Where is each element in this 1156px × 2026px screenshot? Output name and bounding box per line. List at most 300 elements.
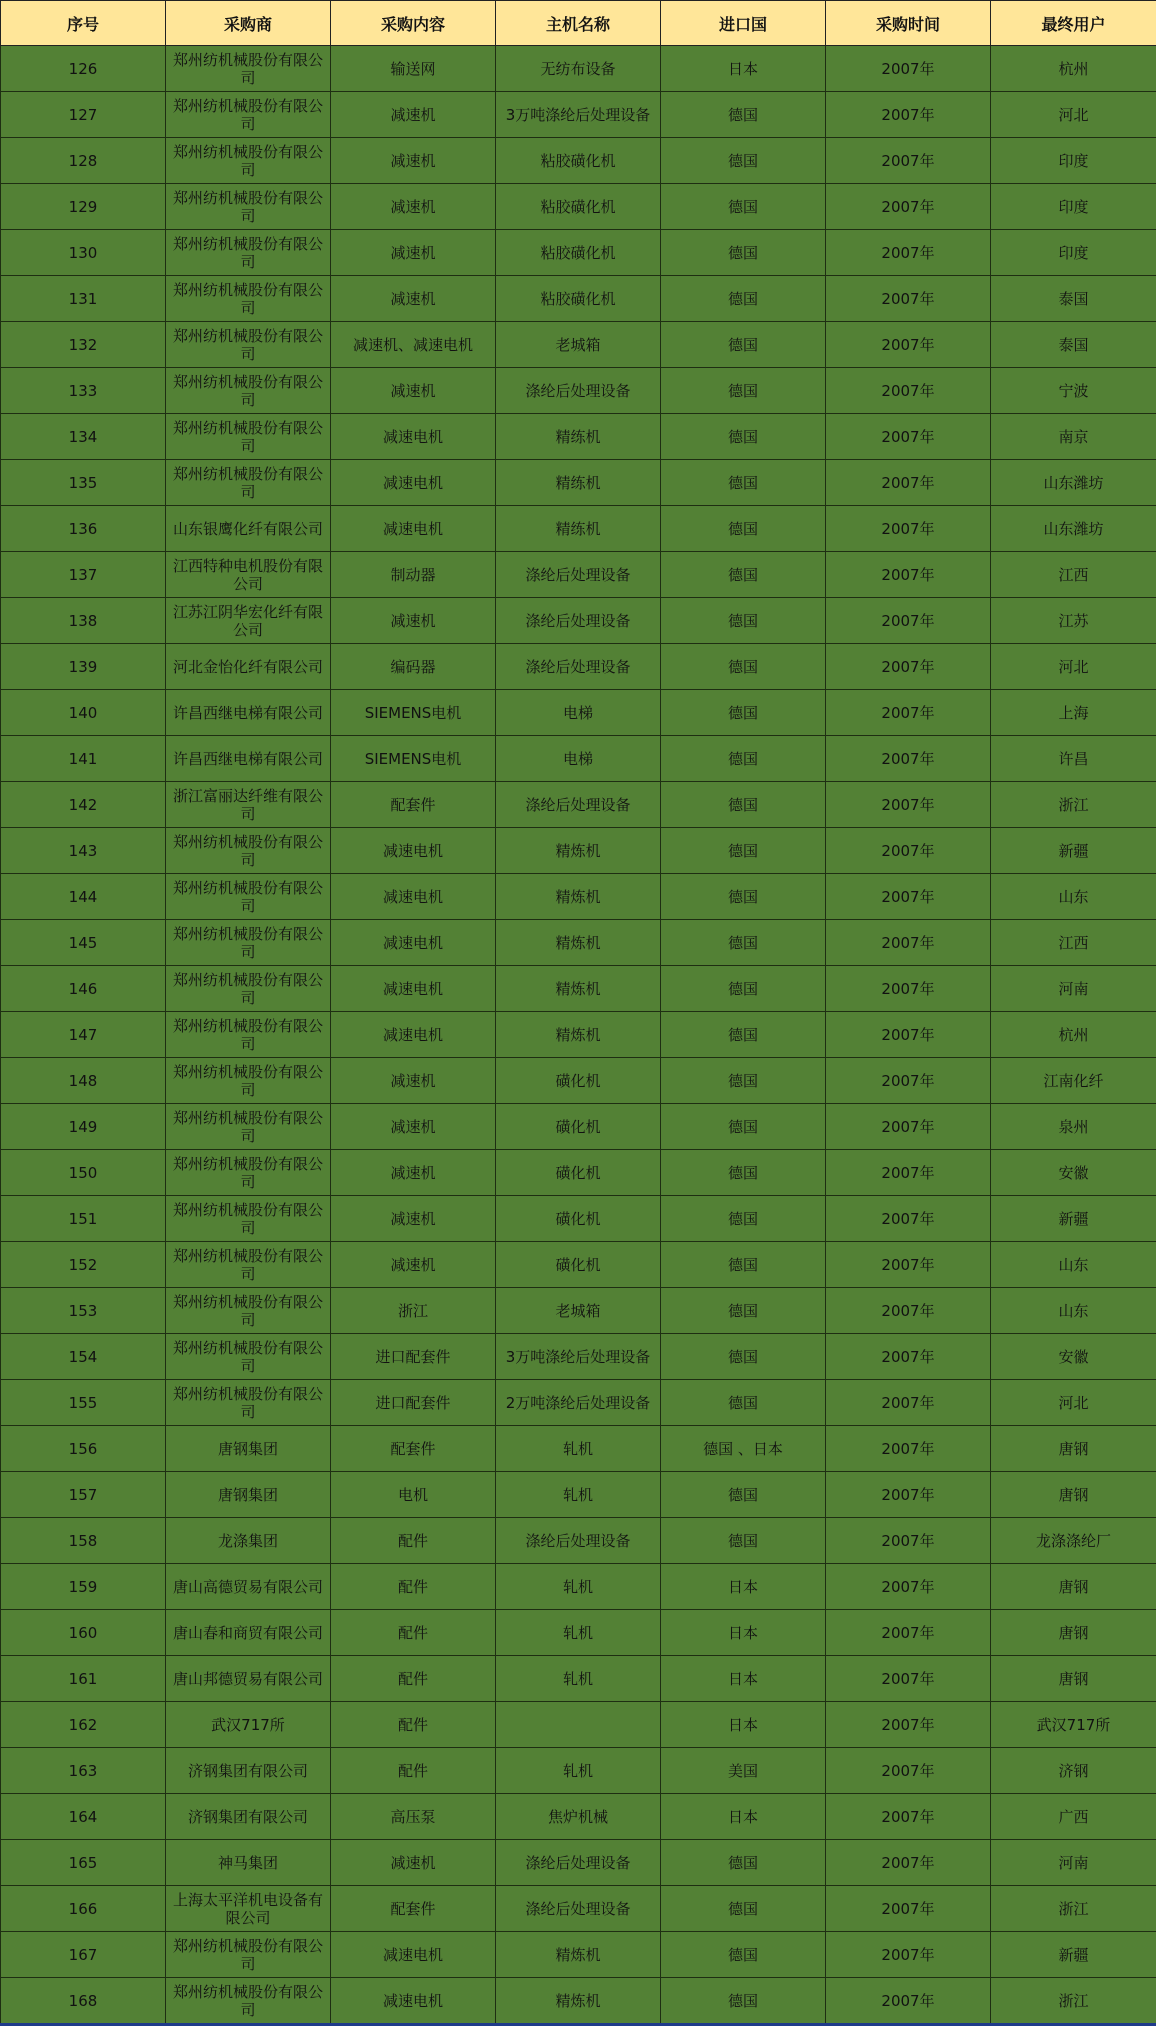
host-machine-cell[interactable]: 电梯 [496,690,661,736]
import-country-cell[interactable]: 德国 [661,1886,826,1932]
host-machine-cell[interactable]: 焦炉机械 [496,1794,661,1840]
column-header-import-country[interactable]: 进口国 [661,1,826,46]
import-country-cell[interactable]: 德国 [661,1380,826,1426]
serial-cell[interactable]: 132 [1,322,166,368]
serial-cell[interactable]: 151 [1,1196,166,1242]
buyer-cell[interactable]: 江西特种电机股份有限公司 [166,552,331,598]
buyer-cell[interactable]: 郑州纺机械股份有限公司 [166,138,331,184]
end-user-cell[interactable]: 泰国 [991,276,1156,322]
buyer-cell[interactable]: 龙涤集团 [166,1518,331,1564]
purchase-time-cell[interactable]: 2007年 [826,1242,991,1288]
column-header-host-machine[interactable]: 主机名称 [496,1,661,46]
column-header-serial[interactable]: 序号 [1,1,166,46]
import-country-cell[interactable]: 德国 [661,1932,826,1978]
end-user-cell[interactable]: 唐钢 [991,1656,1156,1702]
host-machine-cell[interactable]: 老城箱 [496,1288,661,1334]
buyer-cell[interactable]: 郑州纺机械股份有限公司 [166,1242,331,1288]
buyer-cell[interactable]: 郑州纺机械股份有限公司 [166,46,331,92]
purchase-time-cell[interactable]: 2007年 [826,1104,991,1150]
purchase-content-cell[interactable]: 减速机 [331,598,496,644]
purchase-content-cell[interactable]: 配件 [331,1656,496,1702]
purchase-time-cell[interactable]: 2007年 [826,782,991,828]
purchase-time-cell[interactable]: 2007年 [826,1702,991,1748]
import-country-cell[interactable]: 德国 [661,1288,826,1334]
host-machine-cell[interactable]: 3万吨涤纶后处理设备 [496,1334,661,1380]
purchase-time-cell[interactable]: 2007年 [826,1518,991,1564]
import-country-cell[interactable]: 德国 [661,1242,826,1288]
import-country-cell[interactable]: 德国 [661,552,826,598]
import-country-cell[interactable]: 德国 [661,1150,826,1196]
buyer-cell[interactable]: 郑州纺机械股份有限公司 [166,460,331,506]
import-country-cell[interactable]: 日本 [661,46,826,92]
buyer-cell[interactable]: 神马集团 [166,1840,331,1886]
host-machine-cell[interactable]: 磺化机 [496,1058,661,1104]
import-country-cell[interactable]: 德国 [661,690,826,736]
end-user-cell[interactable]: 安徽 [991,1334,1156,1380]
end-user-cell[interactable]: 泉州 [991,1104,1156,1150]
import-country-cell[interactable]: 德国 [661,1978,826,2024]
host-machine-cell[interactable]: 粘胶磺化机 [496,230,661,276]
serial-cell[interactable]: 149 [1,1104,166,1150]
import-country-cell[interactable]: 德国 [661,598,826,644]
purchase-time-cell[interactable]: 2007年 [826,1150,991,1196]
end-user-cell[interactable]: 山东潍坊 [991,460,1156,506]
host-machine-cell[interactable]: 磺化机 [496,1150,661,1196]
host-machine-cell[interactable]: 磺化机 [496,1104,661,1150]
import-country-cell[interactable]: 德国 [661,276,826,322]
purchase-content-cell[interactable]: 减速机 [331,138,496,184]
purchase-content-cell[interactable]: 减速机 [331,1150,496,1196]
purchase-time-cell[interactable]: 2007年 [826,920,991,966]
purchase-time-cell[interactable]: 2007年 [826,1196,991,1242]
import-country-cell[interactable]: 德国 [661,782,826,828]
host-machine-cell[interactable]: 精炼机 [496,1012,661,1058]
import-country-cell[interactable]: 德国 [661,184,826,230]
import-country-cell[interactable]: 德国 [661,92,826,138]
host-machine-cell[interactable]: 涤纶后处理设备 [496,644,661,690]
import-country-cell[interactable]: 德国 [661,138,826,184]
end-user-cell[interactable]: 龙涤涤纶厂 [991,1518,1156,1564]
purchase-time-cell[interactable]: 2007年 [826,460,991,506]
import-country-cell[interactable]: 德国 [661,322,826,368]
end-user-cell[interactable]: 新疆 [991,828,1156,874]
end-user-cell[interactable]: 安徽 [991,1150,1156,1196]
buyer-cell[interactable]: 郑州纺机械股份有限公司 [166,1058,331,1104]
import-country-cell[interactable]: 德国 [661,1012,826,1058]
serial-cell[interactable]: 154 [1,1334,166,1380]
end-user-cell[interactable]: 唐钢 [991,1426,1156,1472]
purchase-content-cell[interactable]: 配件 [331,1748,496,1794]
purchase-content-cell[interactable]: 减速电机 [331,828,496,874]
purchase-content-cell[interactable]: 减速机 [331,1196,496,1242]
import-country-cell[interactable]: 德国 [661,736,826,782]
buyer-cell[interactable]: 郑州纺机械股份有限公司 [166,1150,331,1196]
end-user-cell[interactable]: 浙江 [991,1886,1156,1932]
import-country-cell[interactable]: 德国 [661,414,826,460]
buyer-cell[interactable]: 江苏江阴华宏化纤有限公司 [166,598,331,644]
serial-cell[interactable]: 143 [1,828,166,874]
purchase-time-cell[interactable]: 2007年 [826,322,991,368]
purchase-content-cell[interactable]: 浙江 [331,1288,496,1334]
end-user-cell[interactable]: 江西 [991,920,1156,966]
purchase-content-cell[interactable]: 减速电机 [331,1012,496,1058]
purchase-content-cell[interactable]: 配件 [331,1564,496,1610]
serial-cell[interactable]: 162 [1,1702,166,1748]
import-country-cell[interactable]: 日本 [661,1794,826,1840]
end-user-cell[interactable]: 唐钢 [991,1472,1156,1518]
end-user-cell[interactable]: 河南 [991,1840,1156,1886]
host-machine-cell[interactable]: 精炼机 [496,874,661,920]
purchase-time-cell[interactable]: 2007年 [826,414,991,460]
purchase-content-cell[interactable]: 减速电机 [331,1932,496,1978]
import-country-cell[interactable]: 德国 [661,1104,826,1150]
end-user-cell[interactable]: 许昌 [991,736,1156,782]
buyer-cell[interactable]: 济钢集团有限公司 [166,1748,331,1794]
host-machine-cell[interactable]: 轧机 [496,1656,661,1702]
serial-cell[interactable]: 137 [1,552,166,598]
end-user-cell[interactable]: 上海 [991,690,1156,736]
host-machine-cell[interactable]: 精炼机 [496,1932,661,1978]
end-user-cell[interactable]: 江苏 [991,598,1156,644]
serial-cell[interactable]: 150 [1,1150,166,1196]
serial-cell[interactable]: 136 [1,506,166,552]
buyer-cell[interactable]: 郑州纺机械股份有限公司 [166,1104,331,1150]
end-user-cell[interactable]: 浙江 [991,1978,1156,2024]
purchase-content-cell[interactable]: 制动器 [331,552,496,598]
purchase-time-cell[interactable]: 2007年 [826,828,991,874]
host-machine-cell[interactable]: 精炼机 [496,920,661,966]
purchase-content-cell[interactable]: 减速电机 [331,920,496,966]
host-machine-cell[interactable]: 轧机 [496,1610,661,1656]
buyer-cell[interactable]: 郑州纺机械股份有限公司 [166,230,331,276]
end-user-cell[interactable]: 山东 [991,1288,1156,1334]
purchase-content-cell[interactable]: 高压泵 [331,1794,496,1840]
purchase-content-cell[interactable]: 配件 [331,1518,496,1564]
purchase-content-cell[interactable]: 减速电机 [331,966,496,1012]
host-machine-cell[interactable]: 磺化机 [496,1242,661,1288]
serial-cell[interactable]: 142 [1,782,166,828]
buyer-cell[interactable]: 郑州纺机械股份有限公司 [166,1978,331,2024]
end-user-cell[interactable]: 济钢 [991,1748,1156,1794]
purchase-time-cell[interactable]: 2007年 [826,598,991,644]
host-machine-cell[interactable]: 2万吨涤纶后处理设备 [496,1380,661,1426]
serial-cell[interactable]: 129 [1,184,166,230]
serial-cell[interactable]: 131 [1,276,166,322]
purchase-content-cell[interactable]: 减速机、减速电机 [331,322,496,368]
host-machine-cell[interactable]: 无纺布设备 [496,46,661,92]
purchase-content-cell[interactable]: 减速机 [331,92,496,138]
end-user-cell[interactable]: 宁波 [991,368,1156,414]
import-country-cell[interactable]: 德国 [661,368,826,414]
purchase-time-cell[interactable]: 2007年 [826,690,991,736]
buyer-cell[interactable]: 唐钢集团 [166,1472,331,1518]
buyer-cell[interactable]: 济钢集团有限公司 [166,1794,331,1840]
purchase-content-cell[interactable]: 进口配套件 [331,1334,496,1380]
import-country-cell[interactable]: 德国 [661,1472,826,1518]
serial-cell[interactable]: 138 [1,598,166,644]
host-machine-cell[interactable]: 粘胶磺化机 [496,276,661,322]
buyer-cell[interactable]: 唐山春和商贸有限公司 [166,1610,331,1656]
import-country-cell[interactable]: 德国 [661,828,826,874]
purchase-content-cell[interactable]: SIEMENS电机 [331,690,496,736]
buyer-cell[interactable]: 河北金怡化纤有限公司 [166,644,331,690]
end-user-cell[interactable]: 广西 [991,1794,1156,1840]
serial-cell[interactable]: 164 [1,1794,166,1840]
import-country-cell[interactable]: 德国 [661,230,826,276]
import-country-cell[interactable]: 德国 [661,1334,826,1380]
host-machine-cell[interactable]: 涤纶后处理设备 [496,368,661,414]
purchase-content-cell[interactable]: 电机 [331,1472,496,1518]
purchase-time-cell[interactable]: 2007年 [826,1840,991,1886]
end-user-cell[interactable]: 唐钢 [991,1564,1156,1610]
purchase-content-cell[interactable]: 减速电机 [331,874,496,920]
purchase-content-cell[interactable]: 减速机 [331,276,496,322]
purchase-content-cell[interactable]: 进口配套件 [331,1380,496,1426]
serial-cell[interactable]: 144 [1,874,166,920]
buyer-cell[interactable]: 郑州纺机械股份有限公司 [166,414,331,460]
serial-cell[interactable]: 152 [1,1242,166,1288]
host-machine-cell[interactable] [496,1702,661,1748]
import-country-cell[interactable]: 美国 [661,1748,826,1794]
buyer-cell[interactable]: 郑州纺机械股份有限公司 [166,920,331,966]
host-machine-cell[interactable]: 涤纶后处理设备 [496,552,661,598]
buyer-cell[interactable]: 许昌西继电梯有限公司 [166,690,331,736]
host-machine-cell[interactable]: 轧机 [496,1564,661,1610]
host-machine-cell[interactable]: 涤纶后处理设备 [496,1886,661,1932]
purchase-content-cell[interactable]: 减速机 [331,230,496,276]
serial-cell[interactable]: 159 [1,1564,166,1610]
purchase-time-cell[interactable]: 2007年 [826,1426,991,1472]
end-user-cell[interactable]: 武汉717所 [991,1702,1156,1748]
serial-cell[interactable]: 161 [1,1656,166,1702]
import-country-cell[interactable]: 德国 [661,506,826,552]
end-user-cell[interactable]: 印度 [991,230,1156,276]
host-machine-cell[interactable]: 涤纶后处理设备 [496,598,661,644]
serial-cell[interactable]: 156 [1,1426,166,1472]
end-user-cell[interactable]: 山东 [991,874,1156,920]
purchase-time-cell[interactable]: 2007年 [826,1794,991,1840]
end-user-cell[interactable]: 河北 [991,1380,1156,1426]
import-country-cell[interactable]: 德国 [661,966,826,1012]
import-country-cell[interactable]: 日本 [661,1656,826,1702]
purchase-content-cell[interactable]: 减速电机 [331,414,496,460]
buyer-cell[interactable]: 郑州纺机械股份有限公司 [166,828,331,874]
purchase-time-cell[interactable]: 2007年 [826,46,991,92]
serial-cell[interactable]: 134 [1,414,166,460]
purchase-time-cell[interactable]: 2007年 [826,1748,991,1794]
purchase-time-cell[interactable]: 2007年 [826,138,991,184]
host-machine-cell[interactable]: 轧机 [496,1426,661,1472]
purchase-time-cell[interactable]: 2007年 [826,230,991,276]
serial-cell[interactable]: 140 [1,690,166,736]
serial-cell[interactable]: 157 [1,1472,166,1518]
serial-cell[interactable]: 141 [1,736,166,782]
buyer-cell[interactable]: 郑州纺机械股份有限公司 [166,92,331,138]
host-machine-cell[interactable]: 涤纶后处理设备 [496,782,661,828]
buyer-cell[interactable]: 武汉717所 [166,1702,331,1748]
buyer-cell[interactable]: 郑州纺机械股份有限公司 [166,184,331,230]
buyer-cell[interactable]: 唐钢集团 [166,1426,331,1472]
purchase-content-cell[interactable]: 配套件 [331,1426,496,1472]
import-country-cell[interactable]: 德国 [661,920,826,966]
purchase-content-cell[interactable]: 配件 [331,1610,496,1656]
purchase-content-cell[interactable]: SIEMENS电机 [331,736,496,782]
host-machine-cell[interactable]: 电梯 [496,736,661,782]
purchase-content-cell[interactable]: 编码器 [331,644,496,690]
import-country-cell[interactable]: 德国 [661,460,826,506]
purchase-content-cell[interactable]: 减速电机 [331,1978,496,2024]
purchase-time-cell[interactable]: 2007年 [826,1058,991,1104]
purchase-content-cell[interactable]: 减速机 [331,1104,496,1150]
purchase-time-cell[interactable]: 2007年 [826,368,991,414]
buyer-cell[interactable]: 郑州纺机械股份有限公司 [166,368,331,414]
buyer-cell[interactable]: 郑州纺机械股份有限公司 [166,276,331,322]
purchase-time-cell[interactable]: 2007年 [826,1886,991,1932]
serial-cell[interactable]: 127 [1,92,166,138]
serial-cell[interactable]: 160 [1,1610,166,1656]
end-user-cell[interactable]: 新疆 [991,1196,1156,1242]
purchase-content-cell[interactable]: 减速机 [331,1840,496,1886]
column-header-purchase-content[interactable]: 采购内容 [331,1,496,46]
host-machine-cell[interactable]: 轧机 [496,1472,661,1518]
buyer-cell[interactable]: 郑州纺机械股份有限公司 [166,1012,331,1058]
buyer-cell[interactable]: 山东银鹰化纤有限公司 [166,506,331,552]
serial-cell[interactable]: 153 [1,1288,166,1334]
purchase-time-cell[interactable]: 2007年 [826,1610,991,1656]
end-user-cell[interactable]: 南京 [991,414,1156,460]
buyer-cell[interactable]: 唐山邦德贸易有限公司 [166,1656,331,1702]
purchase-time-cell[interactable]: 2007年 [826,1012,991,1058]
purchase-content-cell[interactable]: 配套件 [331,782,496,828]
end-user-cell[interactable]: 浙江 [991,782,1156,828]
serial-cell[interactable]: 139 [1,644,166,690]
column-header-purchase-time[interactable]: 采购时间 [826,1,991,46]
purchase-time-cell[interactable]: 2007年 [826,552,991,598]
host-machine-cell[interactable]: 精炼机 [496,1978,661,2024]
import-country-cell[interactable]: 德国 [661,1518,826,1564]
end-user-cell[interactable]: 新疆 [991,1932,1156,1978]
import-country-cell[interactable]: 德国 [661,1196,826,1242]
buyer-cell[interactable]: 郑州纺机械股份有限公司 [166,1288,331,1334]
serial-cell[interactable]: 158 [1,1518,166,1564]
end-user-cell[interactable]: 河北 [991,92,1156,138]
serial-cell[interactable]: 167 [1,1932,166,1978]
buyer-cell[interactable]: 郑州纺机械股份有限公司 [166,1380,331,1426]
host-machine-cell[interactable]: 粘胶磺化机 [496,184,661,230]
buyer-cell[interactable]: 浙江富丽达纤维有限公司 [166,782,331,828]
purchase-time-cell[interactable]: 2007年 [826,1932,991,1978]
purchase-time-cell[interactable]: 2007年 [826,1564,991,1610]
purchase-time-cell[interactable]: 2007年 [826,1978,991,2024]
end-user-cell[interactable]: 印度 [991,138,1156,184]
buyer-cell[interactable]: 唐山高德贸易有限公司 [166,1564,331,1610]
purchase-time-cell[interactable]: 2007年 [826,736,991,782]
serial-cell[interactable]: 168 [1,1978,166,2024]
purchase-content-cell[interactable]: 减速机 [331,1058,496,1104]
host-machine-cell[interactable]: 轧机 [496,1748,661,1794]
purchase-content-cell[interactable]: 减速机 [331,1242,496,1288]
import-country-cell[interactable]: 德国 [661,1840,826,1886]
purchase-time-cell[interactable]: 2007年 [826,1472,991,1518]
purchase-time-cell[interactable]: 2007年 [826,92,991,138]
host-machine-cell[interactable]: 涤纶后处理设备 [496,1518,661,1564]
buyer-cell[interactable]: 郑州纺机械股份有限公司 [166,874,331,920]
serial-cell[interactable]: 130 [1,230,166,276]
serial-cell[interactable]: 133 [1,368,166,414]
buyer-cell[interactable]: 郑州纺机械股份有限公司 [166,1196,331,1242]
end-user-cell[interactable]: 唐钢 [991,1610,1156,1656]
purchase-content-cell[interactable]: 减速机 [331,368,496,414]
import-country-cell[interactable]: 日本 [661,1702,826,1748]
purchase-content-cell[interactable]: 减速电机 [331,506,496,552]
purchase-time-cell[interactable]: 2007年 [826,184,991,230]
buyer-cell[interactable]: 郑州纺机械股份有限公司 [166,322,331,368]
host-machine-cell[interactable]: 精炼机 [496,966,661,1012]
import-country-cell[interactable]: 德国 [661,644,826,690]
column-header-buyer[interactable]: 采购商 [166,1,331,46]
purchase-content-cell[interactable]: 输送网 [331,46,496,92]
end-user-cell[interactable]: 江西 [991,552,1156,598]
purchase-time-cell[interactable]: 2007年 [826,1334,991,1380]
purchase-time-cell[interactable]: 2007年 [826,1656,991,1702]
purchase-time-cell[interactable]: 2007年 [826,966,991,1012]
end-user-cell[interactable]: 河南 [991,966,1156,1012]
purchase-content-cell[interactable]: 减速机 [331,184,496,230]
buyer-cell[interactable]: 许昌西继电梯有限公司 [166,736,331,782]
purchase-time-cell[interactable]: 2007年 [826,874,991,920]
serial-cell[interactable]: 126 [1,46,166,92]
serial-cell[interactable]: 148 [1,1058,166,1104]
end-user-cell[interactable]: 江南化纤 [991,1058,1156,1104]
buyer-cell[interactable]: 郑州纺机械股份有限公司 [166,1334,331,1380]
host-machine-cell[interactable]: 老城箱 [496,322,661,368]
end-user-cell[interactable]: 山东潍坊 [991,506,1156,552]
purchase-content-cell[interactable]: 配件 [331,1702,496,1748]
serial-cell[interactable]: 166 [1,1886,166,1932]
import-country-cell[interactable]: 德国 [661,1058,826,1104]
host-machine-cell[interactable]: 精炼机 [496,828,661,874]
purchase-time-cell[interactable]: 2007年 [826,276,991,322]
end-user-cell[interactable]: 杭州 [991,46,1156,92]
purchase-content-cell[interactable]: 减速电机 [331,460,496,506]
import-country-cell[interactable]: 德国 [661,874,826,920]
serial-cell[interactable]: 128 [1,138,166,184]
import-country-cell[interactable]: 德国 、日本 [661,1426,826,1472]
purchase-time-cell[interactable]: 2007年 [826,1380,991,1426]
host-machine-cell[interactable]: 涤纶后处理设备 [496,1840,661,1886]
host-machine-cell[interactable]: 磺化机 [496,1196,661,1242]
host-machine-cell[interactable]: 精练机 [496,460,661,506]
buyer-cell[interactable]: 郑州纺机械股份有限公司 [166,966,331,1012]
import-country-cell[interactable]: 日本 [661,1564,826,1610]
serial-cell[interactable]: 155 [1,1380,166,1426]
serial-cell[interactable]: 165 [1,1840,166,1886]
purchase-content-cell[interactable]: 配套件 [331,1886,496,1932]
purchase-time-cell[interactable]: 2007年 [826,644,991,690]
host-machine-cell[interactable]: 精练机 [496,506,661,552]
serial-cell[interactable]: 135 [1,460,166,506]
end-user-cell[interactable]: 杭州 [991,1012,1156,1058]
end-user-cell[interactable]: 山东 [991,1242,1156,1288]
end-user-cell[interactable]: 河北 [991,644,1156,690]
serial-cell[interactable]: 146 [1,966,166,1012]
column-header-end-user[interactable]: 最终用户 [991,1,1156,46]
buyer-cell[interactable]: 上海太平洋机电设备有限公司 [166,1886,331,1932]
serial-cell[interactable]: 145 [1,920,166,966]
serial-cell[interactable]: 163 [1,1748,166,1794]
import-country-cell[interactable]: 日本 [661,1610,826,1656]
purchase-time-cell[interactable]: 2007年 [826,506,991,552]
